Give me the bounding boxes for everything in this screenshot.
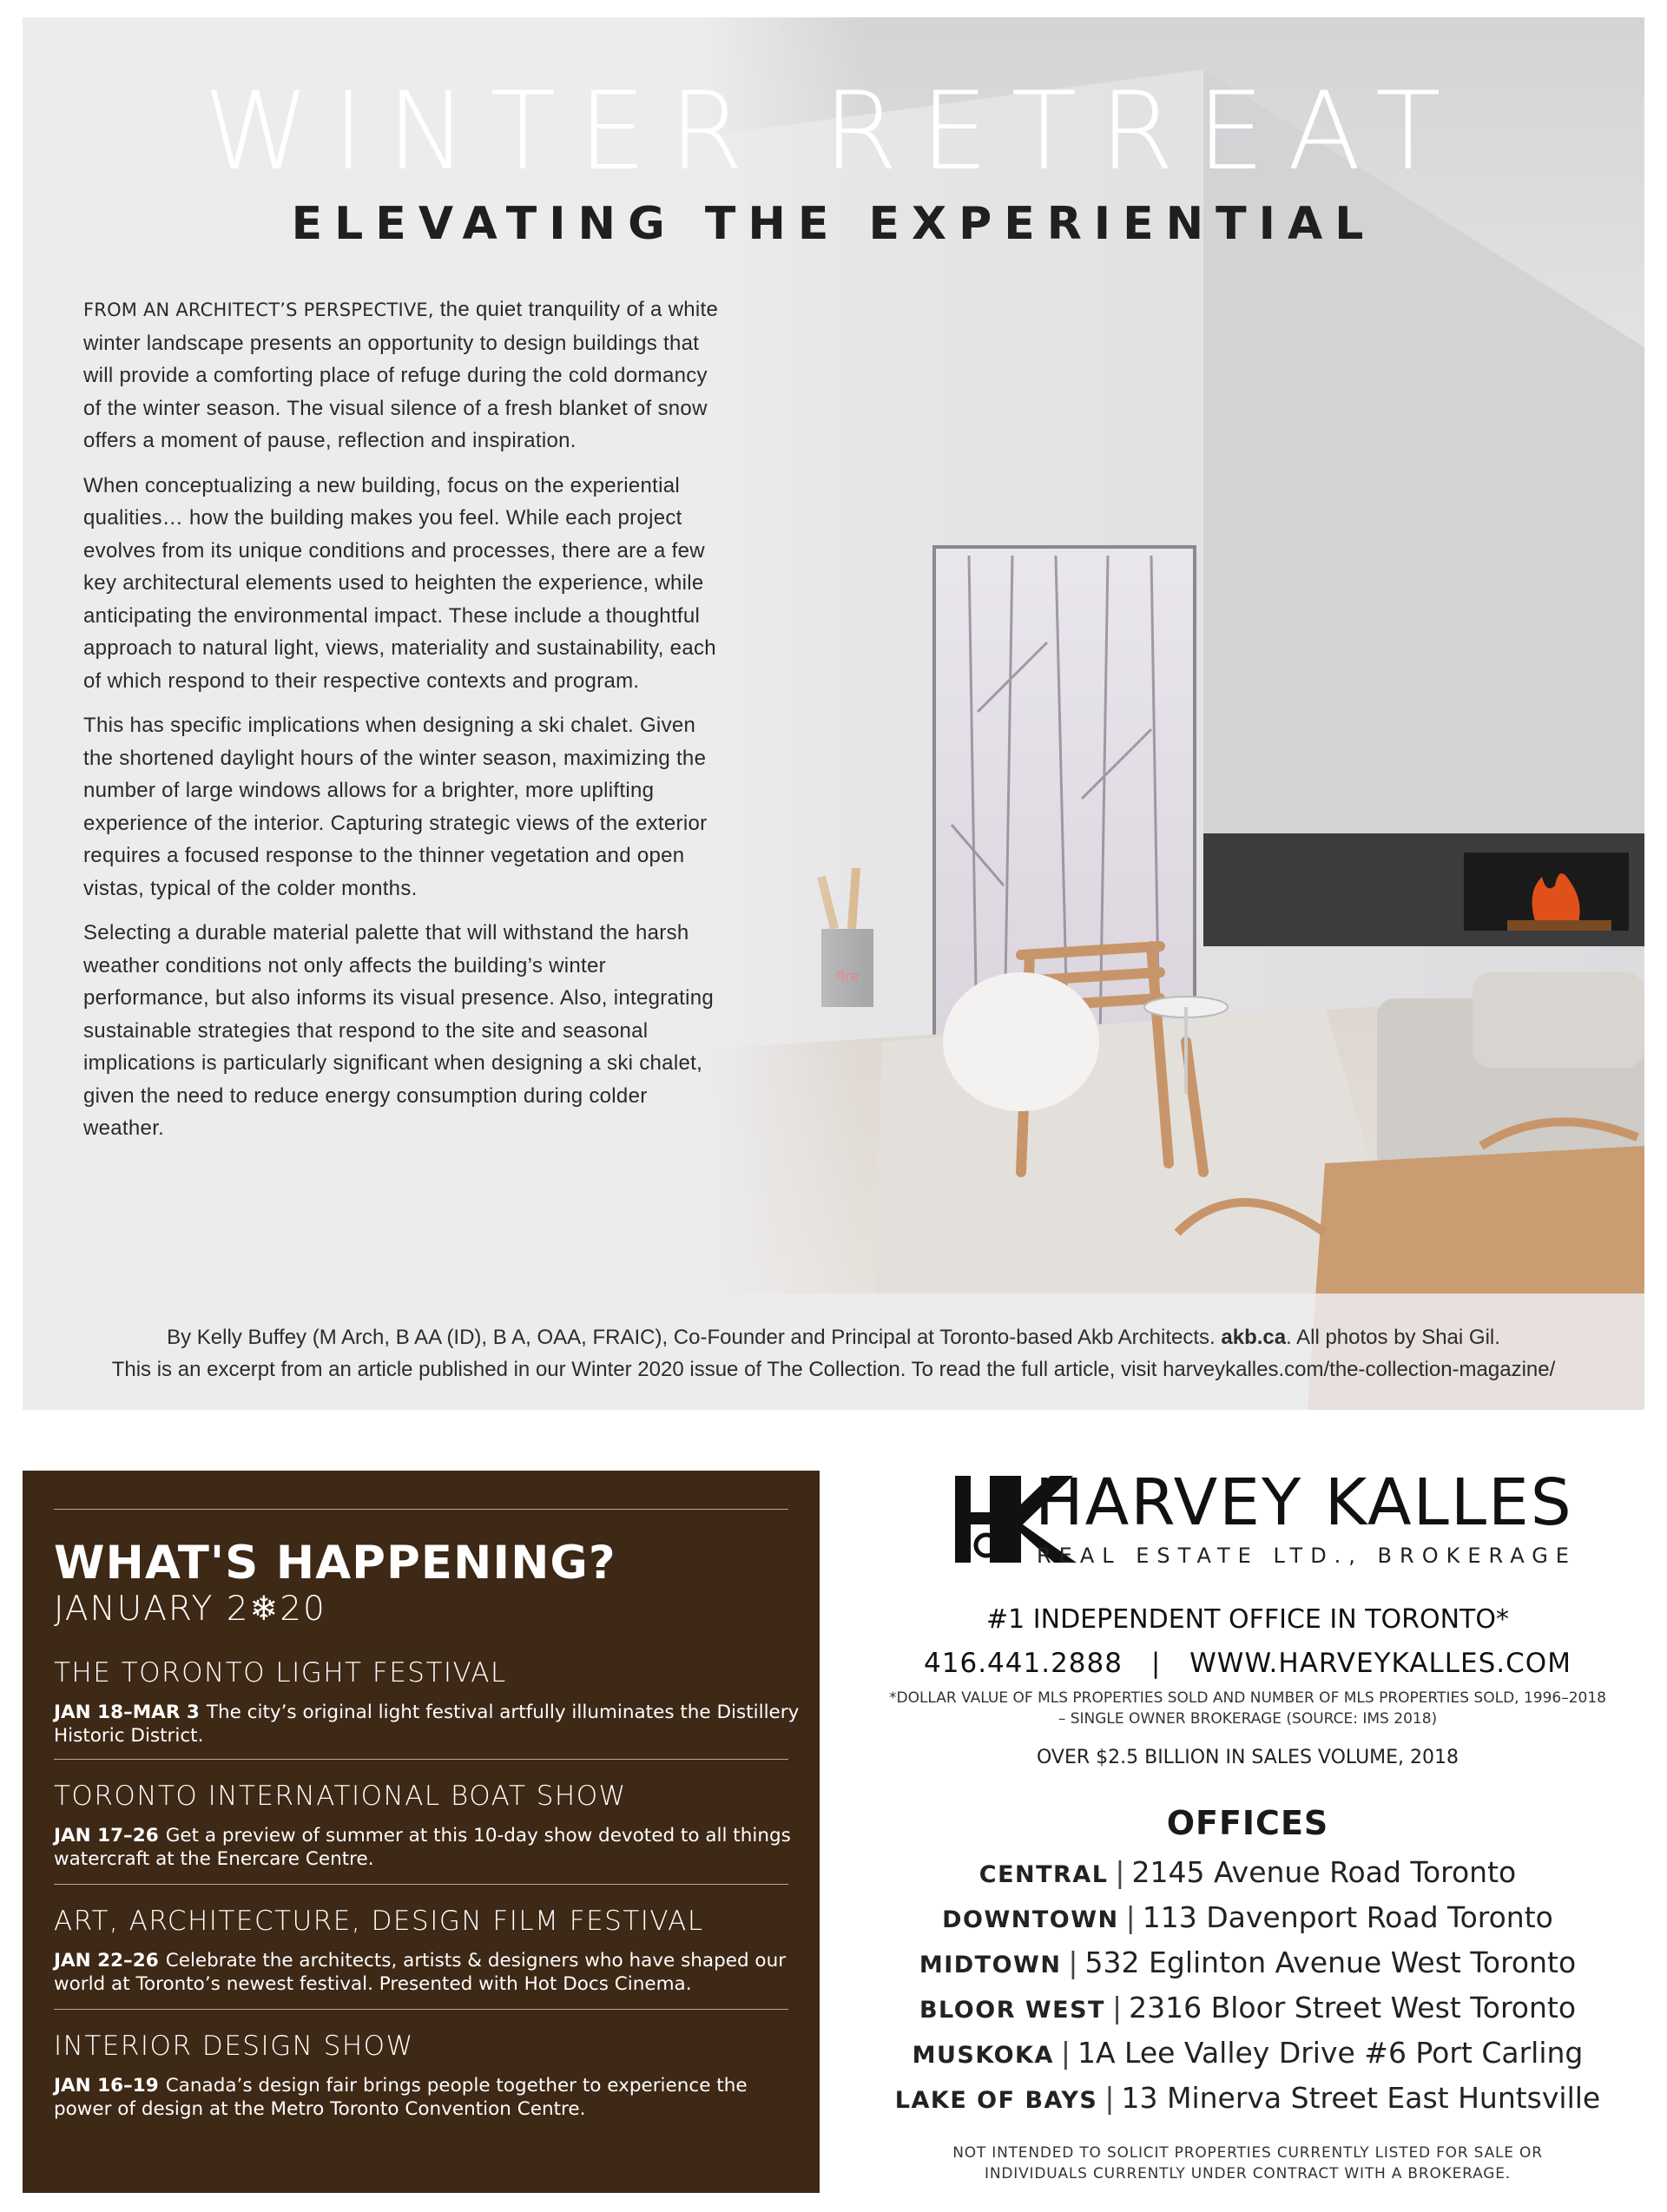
event-name: ART, ARCHITECTURE, DESIGN FILM FESTIVAL <box>54 1906 704 1937</box>
brokerage-rank: #1 INDEPENDENT OFFICE IN TORONTO* <box>986 1604 1509 1635</box>
divider <box>54 1759 788 1760</box>
brokerage-subname: REAL ESTATE LTD., BROKERAGE <box>1037 1544 1577 1568</box>
event-desc <box>54 2074 801 2121</box>
paragraph-1-text: the quiet tranquility of a white winter landscape presents an opportunity to design buildings that will provide a comforting place of refuge during the cold dormancy of the winter season. The visual silence of a fresh blanket of snow offers a moment of pause, reflection and inspiration. <box>83 298 719 452</box>
office-sep: | <box>1125 1900 1136 1934</box>
phone-number[interactable]: 416.441.2888 <box>924 1648 1123 1679</box>
offices-title: OFFICES <box>1166 1804 1329 1842</box>
whats-happening-panel <box>23 1471 820 2193</box>
month-year-end: 20 <box>280 1590 326 1629</box>
office-name: BLOOR WEST <box>919 1997 1105 2024</box>
office-name: LAKE OF BAYS <box>894 2087 1098 2114</box>
event-date: JAN 22–26 <box>54 1950 159 1972</box>
brokerage-panel <box>851 1465 1644 2193</box>
divider <box>54 1509 788 1510</box>
event-name: TORONTO INTERNATIONAL BOAT SHOW <box>54 1781 627 1812</box>
event-item <box>54 1657 801 1748</box>
feature-subtitle: ELEVATING THE EXPERIENTIAL <box>291 198 1376 250</box>
office-item <box>851 1986 1644 2031</box>
footnote: *DOLLAR VALUE OF MLS PROPERTIES SOLD AND NUMBER OF MLS PROPERTIES SOLD, 1996–2018 – SINGLE OWNER BROKERAGE (SOURCE: IMS 2018) <box>888 1689 1606 1728</box>
credit-line-2: This is an excerpt from an article published in our Winter 2020 issue of The Collection. To read the full article, visit harveykalles.com/the-collection-magazine/ <box>111 1358 1556 1381</box>
divider <box>54 1884 788 1885</box>
sales-volume: OVER $2.5 BILLION IN SALES VOLUME, 2018 <box>1036 1747 1459 1768</box>
lead-in: FROM AN ARCHITECT’S PERSPECTIVE, <box>83 300 434 320</box>
office-address: 2316 Bloor Street West Toronto <box>1129 1991 1577 2024</box>
feature-panel <box>23 17 1644 1410</box>
event-name: THE TORONTO LIGHT FESTIVAL <box>54 1657 507 1689</box>
office-name: MIDTOWN <box>919 1952 1062 1978</box>
contact-divider: | <box>1150 1648 1162 1679</box>
snowflake-icon: ❄ <box>249 1590 280 1629</box>
office-address: 113 Davenport Road Toronto <box>1142 1900 1553 1934</box>
office-sep: | <box>1115 1855 1125 1889</box>
offices-list <box>851 1851 1644 2122</box>
event-text: The city’s original light festival artfully illuminates the Distillery Historic District. <box>54 1702 800 1747</box>
office-sep: | <box>1104 2081 1115 2115</box>
event-desc <box>54 1824 801 1871</box>
event-item <box>54 1783 801 1871</box>
akb-link[interactable]: akb.ca <box>1221 1326 1287 1349</box>
event-name: INTERIOR DESIGN SHOW <box>54 2031 414 2062</box>
event-text: Canada’s design fair brings people together to experience the power of design at the Metro Toronto Convention Centre. <box>54 2075 748 2120</box>
divider <box>54 2009 788 2010</box>
events-title: WHAT'S HAPPENING? <box>54 1537 616 1590</box>
event-date: JAN 17–26 <box>54 1825 159 1847</box>
events-month <box>54 1590 326 1629</box>
event-date: JAN 16–19 <box>54 2075 159 2097</box>
credit-photos: . All photos by Shai Gil. <box>1286 1326 1500 1349</box>
office-item <box>851 1941 1644 1986</box>
office-name: DOWNTOWN <box>942 1906 1119 1933</box>
office-name: MUSKOKA <box>912 2042 1054 2069</box>
office-name: CENTRAL <box>978 1861 1109 1888</box>
disclaimer: NOT INTENDED TO SOLICIT PROPERTIES CURRENTLY LISTED FOR SALE OR INDIVIDUALS CURRENTLY UNDER CONTRACT WITH A BROKERAGE. <box>952 2144 1543 2182</box>
paragraph-1 <box>83 293 726 458</box>
feature-title: WINTER RETREAT <box>203 69 1464 194</box>
website-link[interactable]: WWW.HARVEYKALLES.COM <box>1189 1648 1571 1679</box>
office-sep: | <box>1068 1945 1078 1979</box>
office-address: 532 Eglinton Avenue West Toronto <box>1084 1945 1577 1979</box>
office-item <box>851 1851 1644 1896</box>
event-text: Celebrate the architects, artists & designers who have shaped our world at Toronto’s newest festival. Presented with Hot Docs Cinema. <box>54 1950 787 1995</box>
article-body <box>83 293 726 1157</box>
event-desc <box>54 1701 801 1748</box>
brokerage-name: HARVEY KALLES <box>1035 1465 1573 1540</box>
office-item <box>851 2031 1644 2077</box>
event-date: JAN 18–MAR 3 <box>54 1702 200 1723</box>
event-desc <box>54 1949 801 1996</box>
office-address: 13 Minerva Street East Huntsville <box>1121 2081 1601 2115</box>
office-item <box>851 2077 1644 2122</box>
paragraph-4: Selecting a durable material palette that will withstand the harsh weather conditions not only affects the building’s winter performance, but also informs its visual presence. Also, integrating sustainable strategies that respond to the site and seasonal implications is particularly significant when designing a ski chalet, given the need to reduce energy consumption during colder weather. <box>83 921 715 1140</box>
event-item <box>54 2033 801 2121</box>
office-sep: | <box>1111 1991 1123 2024</box>
paragraph-3: This has specific implications when designing a ski chalet. Given the shortened daylight hours of the winter season, maximizing the number of large windows allows for a brighter, more uplifting experience of the interior. Capturing strategic views of the exterior requires a focused response to the thinner vegetation and open vistas, typical of the colder months. <box>83 714 708 900</box>
paragraph-2: When conceptualizing a new building, focus on the experiential qualities… how the building makes you feel. While each project evolves from its unique conditions and processes, there are a few key architectural elements used to heighten the experience, while anticipating the environmental impact. These include a thoughtful approach to natural light, views, materiality and sustainability, each of which respond to their respective contexts and program. <box>83 473 716 693</box>
event-item <box>54 1908 801 1996</box>
credit-author: By Kelly Buffey (M Arch, B AA (ID), B A, OAA, FRAIC), Co-Founder and Principal at Toronto-based Akb Architects. <box>167 1326 1216 1349</box>
credit-block <box>23 1321 1644 1386</box>
office-address: 2145 Avenue Road Toronto <box>1131 1855 1517 1889</box>
office-item <box>851 1896 1644 1941</box>
office-sep: | <box>1060 2036 1071 2070</box>
credit-line-1 <box>23 1321 1644 1353</box>
month-text: JANUARY 2 <box>54 1590 250 1629</box>
contact-line <box>851 1648 1644 1679</box>
office-address: 1A Lee Valley Drive #6 Port Carling <box>1077 2036 1584 2070</box>
event-text: Get a preview of summer at this 10-day show devoted to all things watercraft at the Enercare Centre. <box>54 1825 791 1870</box>
